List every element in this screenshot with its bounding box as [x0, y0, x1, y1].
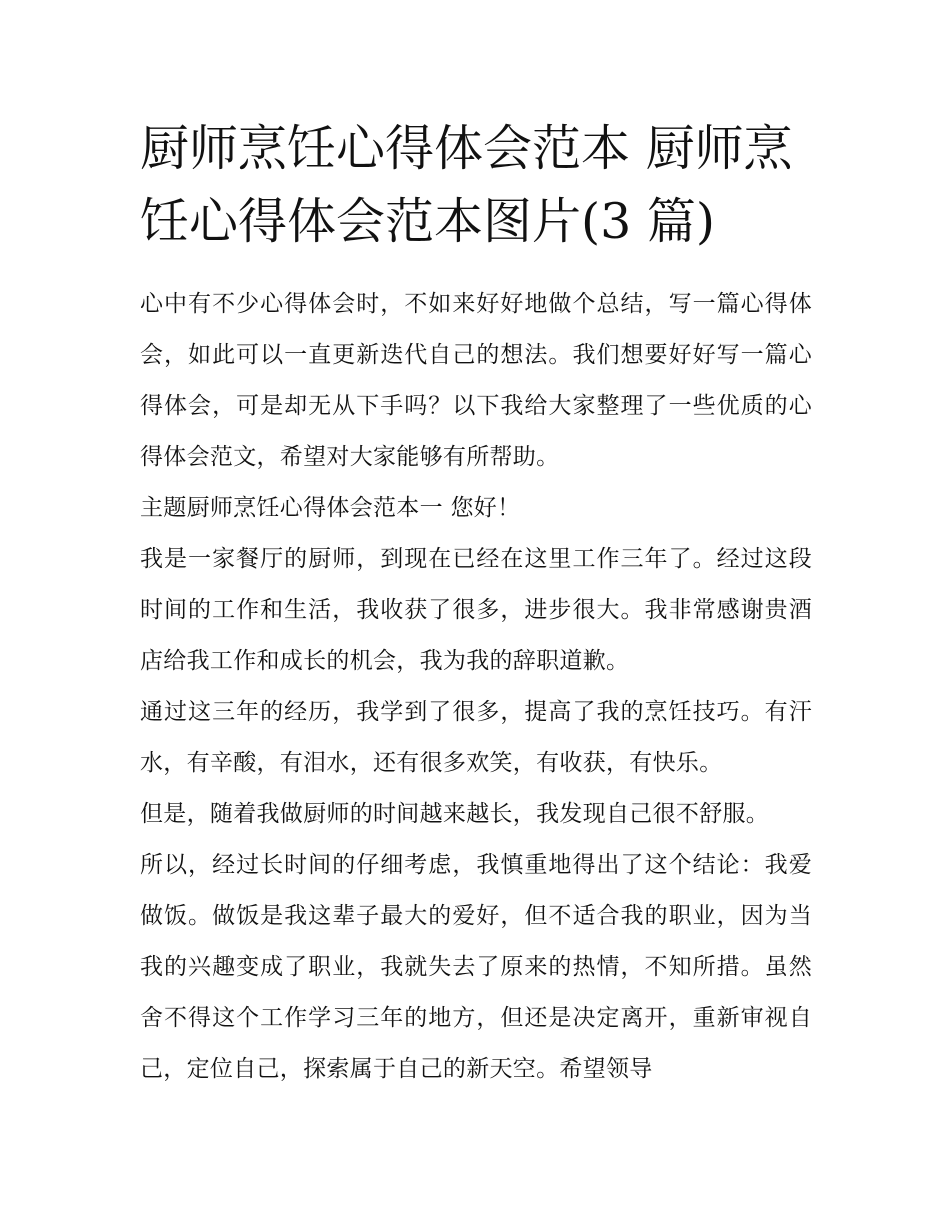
paragraph-4: 所以，经过长时间的仔细考虑，我慎重地得出了这个结论：我爱做饭。做饭是我这辈子最大的爱好，但不适合我的职业，因为当我的兴趣变成了职业，我就失去了原来的热情，不知所措。虽然舍不得这个工作学习三年的地方，但还是决定离开，重新审视自己，定位自己，探索属于自己的新天空。希望领导 [140, 852, 812, 1082]
paragraph-intro: 心中有不少心得体会时，不如来好好地做个总结，写一篇心得体会，如此可以一直更新迭代自己的想法。我们想要好好写一篇心得体会，可是却无从下手吗？以下我给大家整理了一些优质的心得体会范文，希望对大家能够有所帮助。 [140, 291, 812, 470]
document-page [140, 112, 812, 1095]
paragraph-1: 我是一家餐厅的厨师，到现在已经在这里工作三年了。经过这段时间的工作和生活，我收获了很多，进步很大。我非常感谢贵酒店给我工作和成长的机会，我为我的辞职道歉。 [140, 546, 812, 674]
document-title: 厨师烹饪心得体会范本 厨师烹饪心得体会范本图片(3 篇) [140, 120, 793, 250]
document-body [140, 279, 812, 1095]
paragraph-3: 但是，随着我做厨师的时间越来越长，我发现自己很不舒服。 [140, 801, 770, 827]
paragraph-topic-heading: 主题厨师烹饪心得体会范本一 您好！ [140, 495, 521, 521]
paragraph-2: 通过这三年的经历，我学到了很多，提高了我的烹饪技巧。有汗水，有辛酸，有泪水，还有很多欢笑，有收获，有快乐。 [140, 699, 812, 776]
